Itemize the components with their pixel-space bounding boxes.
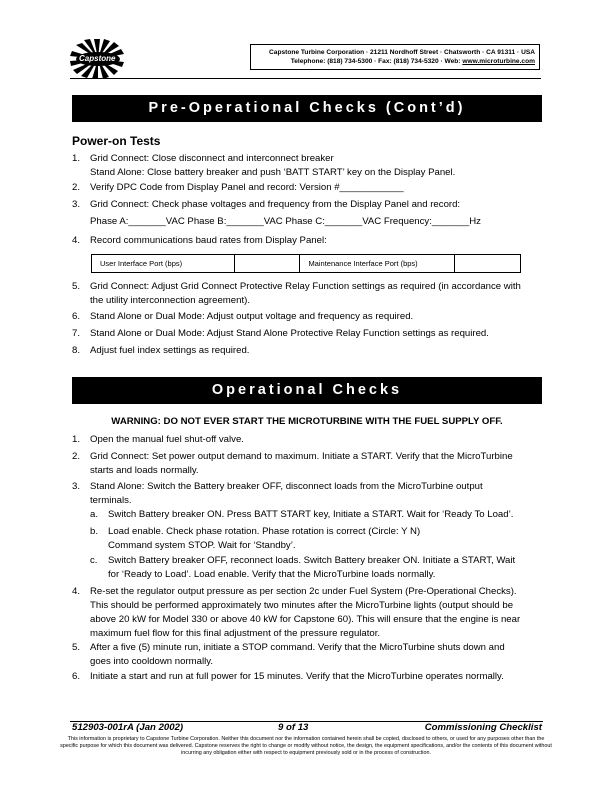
header-rule [70,78,541,79]
item-number: 4. [72,586,81,597]
item-number: 3. [72,481,81,492]
item-text: Verify DPC Code from Display Panel and record: Version #____________ [90,182,404,193]
subitem-text: Switch Battery breaker OFF, reconnect loads. Switch Battery breaker ON. Initiate a START, Wait for ‘Ready to Load’. Load enable. Verify that the MicroTurbine loads normally. [108,555,516,580]
item-number: 2. [72,182,81,193]
contact-line [251,57,535,66]
item-text: Record communications baud rates from Display Panel: [90,235,327,246]
item-text: Grid Connect: Close disconnect and interconnect breaker Stand Alone: Close battery breaker and push ‘BATT START’ key on the Display Panel. [90,153,456,178]
item-text: Grid Connect: Check phase voltages and frequency from the Display Panel and record: Phase A:_______VAC Phase B:_______VAC Phase C:_______VAC Frequency:_______Hz [90,199,481,227]
item-text: Grid Connect: Set power output demand to maximum. Initiate a START. Verify that the MicroTurbine starts and loads normally. [90,451,513,476]
user-port-label: User Interface Port (bps) [92,255,235,273]
item-number: 4. [72,235,81,246]
address-line: Capstone Turbine Corporation · 21211 Nordhoff Street · Chatsworth · CA 91311 · USA [269,49,535,56]
table-row [92,255,521,273]
item-text: Grid Connect: Adjust Grid Connect Protective Relay Function settings as required (in accordance with the utility interconnection agreement). [90,281,521,306]
fuel-warning: WARNING: DO NOT EVER START THE MICROTURBINE WITH THE FUEL SUPPLY OFF. [111,416,503,427]
item-text: Adjust fuel index settings as required. [90,345,250,356]
maintenance-port-label: Maintenance Interface Port (bps) [300,255,455,273]
phone-fax: Telephone: (818) 734-5300 · Fax: (818) 734-5320 · Web: [290,58,463,65]
user-port-value[interactable] [234,255,300,273]
item-number: 6. [72,671,81,682]
item-number: 5. [72,281,81,292]
item-text: Stand Alone or Dual Mode: Adjust Stand Alone Protective Relay Function settings as required. [90,328,489,339]
proprietary-disclaimer: This information is proprietary to Capstone Turbine Corporation. Neither this document nor the information contained herein shall be copied, disclosed to others, or used for any purposes other than the specific purpose for which this document was delivered. Capstone reserves the right to change or modify without notice, the design, the equipment specifications, and/or the contents of this document without incurring any obligation either with respect to equipment previously sold or in the process of construction. [60,736,552,756]
item-number: 2. [72,451,81,462]
item-number: 6. [72,311,81,322]
item-number: 3. [72,199,81,210]
section-banner-pre-operational: Pre-Operational Checks (Cont’d) [72,95,542,122]
item-text: Re-set the regulator output pressure as per section 2c under Fuel System (Pre-Operational Checks). This should be performed approximately two minutes after the MicroTurbine lights (output should be above 20 kW for Model 330 or above 40 kW for Capstone 60). This will ensure that the engine is near maximum fuel flow for this final adjustment of the pressure regulator. [90,586,521,639]
item-number: 1. [72,153,81,164]
item-text: After a five (5) minute run, initiate a STOP command. Verify that the MicroTurbine shuts down and goes into cooldown normally. [90,642,505,667]
subitem-letter: c. [90,555,98,566]
logo-wordmark: Capstone [79,54,116,63]
item-text: Stand Alone or Dual Mode: Adjust output voltage and frequency as required. [90,311,414,322]
website-link[interactable]: www.microturbine.com [462,58,535,65]
page-number: 9 of 13 [278,722,309,733]
subitem-letter: b. [90,526,99,537]
subitem-text: Load enable. Check phase rotation. Phase rotation is correct (Circle: Y N) Command system STOP. Wait for ‘Standby’. [108,526,421,551]
item-number: 1. [72,434,81,445]
subitem-letter: a. [90,509,99,520]
section-title-power-on: Power-on Tests [72,134,161,148]
section-banner-operational: Operational Checks [72,377,542,404]
item-number: 7. [72,328,81,339]
document-id: 512903-001rA (Jan 2002) [72,722,184,733]
item-text: Initiate a start and run at full power for 15 minutes. Verify that the MicroTurbine operates normally. [90,671,504,682]
subitem-text: Switch Battery breaker ON. Press BATT START key, Initiate a START. Wait for ‘Ready To Load’. [108,509,514,520]
item-number: 8. [72,345,81,356]
baud-rate-table [91,254,521,273]
item-number: 5. [72,642,81,653]
maintenance-port-value[interactable] [455,255,521,273]
document-title: Commissioning Checklist [424,722,542,733]
item-text: Open the manual fuel shut-off valve. [90,434,244,445]
company-address-box [250,44,540,70]
item-text: Stand Alone: Switch the Battery breaker OFF, disconnect loads from the MicroTurbine output terminals. [90,481,483,506]
